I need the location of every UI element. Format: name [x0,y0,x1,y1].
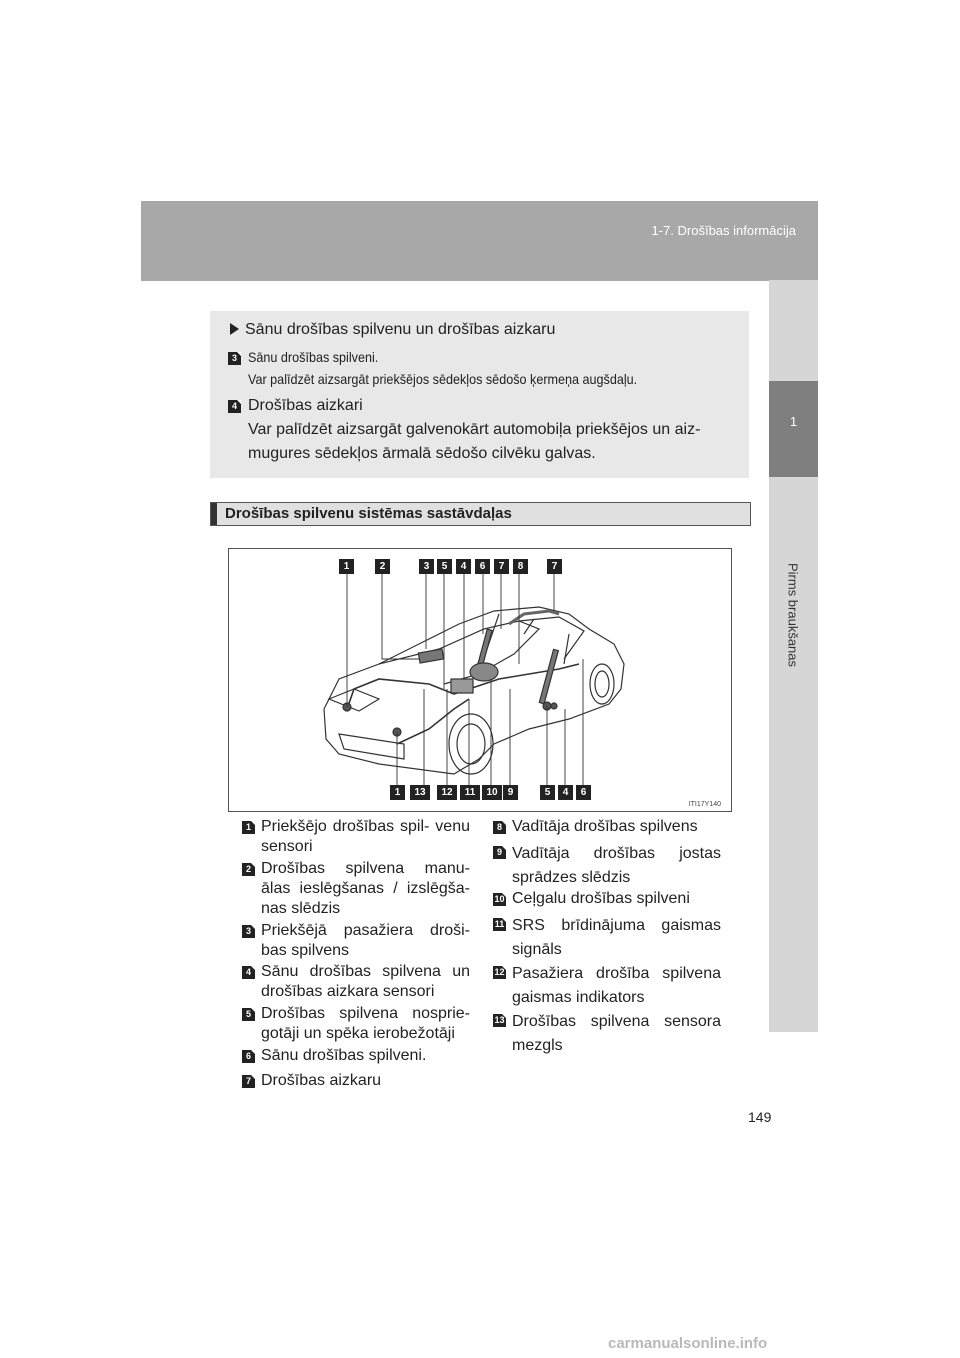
legend-item [493,889,721,911]
info-item-desc-line2: mugures sēdekļos ārmalā sēdošo cilvēku galvas. [248,445,596,462]
sensor-assembly [451,679,473,693]
figure-label: 12 [437,785,457,800]
figure-label: 6 [576,785,591,800]
page-number: 149 [748,1109,772,1125]
info-item-desc: Var palīdzēt aizsargāt priekšējos sēdekļos sēdošo ķermeņa augšdaļu. [248,371,638,387]
legend-item [242,1071,470,1093]
number-badge: 1 [242,821,255,834]
side-sensor-2 [551,703,557,709]
legend-item [242,817,470,861]
legend-item [493,842,721,888]
side-airbag-rear [539,649,558,703]
legend-item [493,962,721,1008]
figure-label: 11 [460,785,480,800]
front-wheel [449,714,493,774]
airbag-components-figure [228,548,732,812]
grille [339,734,404,759]
figure-label: 2 [375,559,390,574]
chapter-title: Pirms braukšanas [785,562,801,668]
figure-label: 10 [482,785,502,800]
legend-text: Ceļgalu drošības spilveni [512,890,690,907]
roof-line [519,617,584,659]
legend-text: Priekšējā pasažiera droši- bas spilvens [261,922,470,959]
figure-label: 5 [437,559,452,574]
legend-item [242,962,470,1004]
number-badge: 3 [228,352,241,365]
figure-label: 3 [419,559,434,574]
info-item-side-airbags [228,349,738,391]
figure-label: 1 [390,785,405,800]
watermark: carmanualsonline.info [608,1335,768,1352]
legend-text: Drošības spilvena manu- ālas ieslēgšanas / izslēgša- nas slēdzis [261,860,470,917]
figure-label: 9 [503,785,518,800]
legend-item [493,914,721,960]
figure-label: 8 [513,559,528,574]
passenger-airbag-module [418,649,443,663]
info-box-heading-text: Sānu drošības spilvenu un drošības aizkaru [245,321,556,338]
legend-item [242,921,470,963]
number-badge: 11 [494,919,505,929]
driver-airbag-module [470,663,498,681]
legend-item [242,1046,470,1068]
chapter-number: 1 [789,414,798,429]
number-badge: 13 [494,1015,505,1025]
figure-code: ITI17Y140 [688,801,721,808]
arrow-right-icon [230,323,239,335]
figure-label: 1 [339,559,354,574]
section-heading-bar [210,502,751,526]
info-box-heading [230,321,555,339]
section-header-title: 1-7. Drošības informācija [651,223,796,238]
rear-wheel-rim [595,671,609,697]
legend-item [242,1004,470,1046]
info-item-title: Sānu drošības spilveni. [248,349,379,365]
car-body-outline [324,607,624,774]
legend-item [493,1010,721,1056]
number-badge: 5 [242,1008,255,1021]
figure-label: 4 [456,559,471,574]
info-item-desc-line1: Var palīdzēt aizsargāt galvenokārt automobiļa priekšējos un aiz- [248,421,701,438]
number-badge: 4 [228,400,241,413]
legend-item [493,817,721,839]
number-badge: 3 [242,925,255,938]
number-badge: 2 [242,863,255,876]
chapter-tab[interactable] [769,381,818,477]
car-illustration [229,549,731,811]
chapter-sidebar [769,280,818,1032]
info-box [210,311,749,478]
legend-text: Drošības aizkaru [261,1072,382,1089]
legend-text: Sānu drošības spilveni. [261,1047,427,1064]
figure-label: 7 [494,559,509,574]
number-badge: 10 [494,894,505,904]
legend-text: SRS brīdinājuma gaismas signāls [512,917,721,958]
legend-item [242,859,470,921]
figure-label: 6 [475,559,490,574]
figure-label: 13 [410,785,430,800]
number-badge: 12 [494,967,505,977]
legend-text: Drošības spilvena nosprie- gotāji un spēka ierobežotāji [261,1005,470,1042]
legend-text: Sānu drošības spilvena un drošības aizkara sensori [261,963,470,1000]
leader-2 [382,572,419,659]
legend-text: Pasažiera drošība spilvena gaismas indikators [512,965,721,1006]
number-badge: 8 [493,821,506,834]
legend-text: Vadītāja drošības spilvens [512,818,698,835]
figure-label: 7 [547,559,562,574]
headlight [329,689,379,711]
rear-wheel [590,664,614,704]
figure-label: 5 [540,785,555,800]
number-badge: 6 [242,1050,255,1063]
header-bar [141,201,818,281]
legend-text: Vadītāja drošības jostas sprādzes slēdzis [512,845,721,886]
info-item-title: Drošības aizkari [248,397,363,414]
number-badge: 4 [242,966,255,979]
section-heading-title: Drošības spilvenu sistēmas sastāvdaļas [225,505,512,522]
front-wheel-rim [457,724,485,764]
info-item-curtain-airbags [228,397,738,467]
number-badge: 7 [242,1075,255,1088]
section-heading-accent [211,503,217,525]
legend-text: Priekšējo drošības spil- venu sensori [261,818,470,855]
number-badge: 9 [493,846,506,859]
legend-text: Drošības spilvena sensora mezgls [512,1013,721,1054]
figure-label: 4 [558,785,573,800]
